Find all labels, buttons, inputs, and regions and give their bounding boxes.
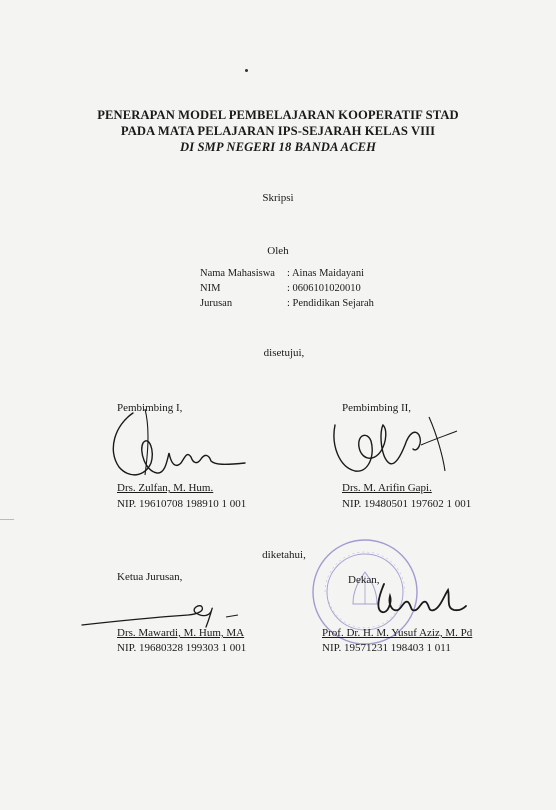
head-of-dept-name: Drs. Mawardi, M. Hum, MA bbox=[117, 627, 245, 639]
student-name-label: Nama Mahasiswa bbox=[200, 268, 275, 279]
known-label: diketahui, bbox=[262, 549, 306, 561]
student-name-value: : Ainas Maidayani bbox=[287, 268, 364, 279]
dean-role: Dekan, bbox=[348, 574, 380, 586]
dean-nip: NIP. 19571231 198403 1 011 bbox=[322, 642, 451, 654]
by-label: Oleh bbox=[267, 245, 289, 257]
document-type: Skripsi bbox=[262, 192, 294, 204]
advisor1-signature bbox=[105, 405, 255, 490]
title-line-1: PENERAPAN MODEL PEMBELAJARAN KOOPERATIF STAD bbox=[97, 108, 459, 122]
student-id-label: NIM bbox=[200, 283, 221, 294]
dean-signature bbox=[370, 578, 470, 628]
advisor2-signature bbox=[325, 405, 460, 490]
advisor2-role: Pembimbing II, bbox=[342, 402, 412, 414]
advisor2-nip: NIP. 19480501 197602 1 001 bbox=[342, 498, 472, 510]
student-id-value: : 0606101020010 bbox=[287, 283, 361, 294]
department-value: : Pendidikan Sejarah bbox=[287, 298, 374, 309]
advisor1-role: Pembimbing I, bbox=[117, 402, 183, 414]
paper-speck bbox=[245, 69, 248, 72]
head-of-dept-nip: NIP. 19680328 199303 1 001 bbox=[117, 642, 247, 654]
advisor1-name: Drs. Zulfan, M. Hum. bbox=[117, 482, 214, 494]
approved-label: disetujui, bbox=[263, 347, 305, 359]
title-line-2: PADA MATA PELAJARAN IPS-SEJARAH KELAS VIII bbox=[120, 124, 436, 138]
edge-mark bbox=[0, 519, 14, 520]
advisor2-name: Drs. M. Arifin Gapi. bbox=[342, 482, 432, 494]
head-of-dept-role: Ketua Jurusan, bbox=[117, 571, 183, 583]
advisor1-nip: NIP. 19610708 198910 1 001 bbox=[117, 498, 247, 510]
department-label: Jurusan bbox=[200, 298, 233, 309]
dean-name: Prof. Dr. H. M. Yusuf Aziz, M. Pd bbox=[322, 627, 473, 639]
title-line-3: DI SMP NEGERI 18 BANDA ACEH bbox=[180, 140, 376, 154]
